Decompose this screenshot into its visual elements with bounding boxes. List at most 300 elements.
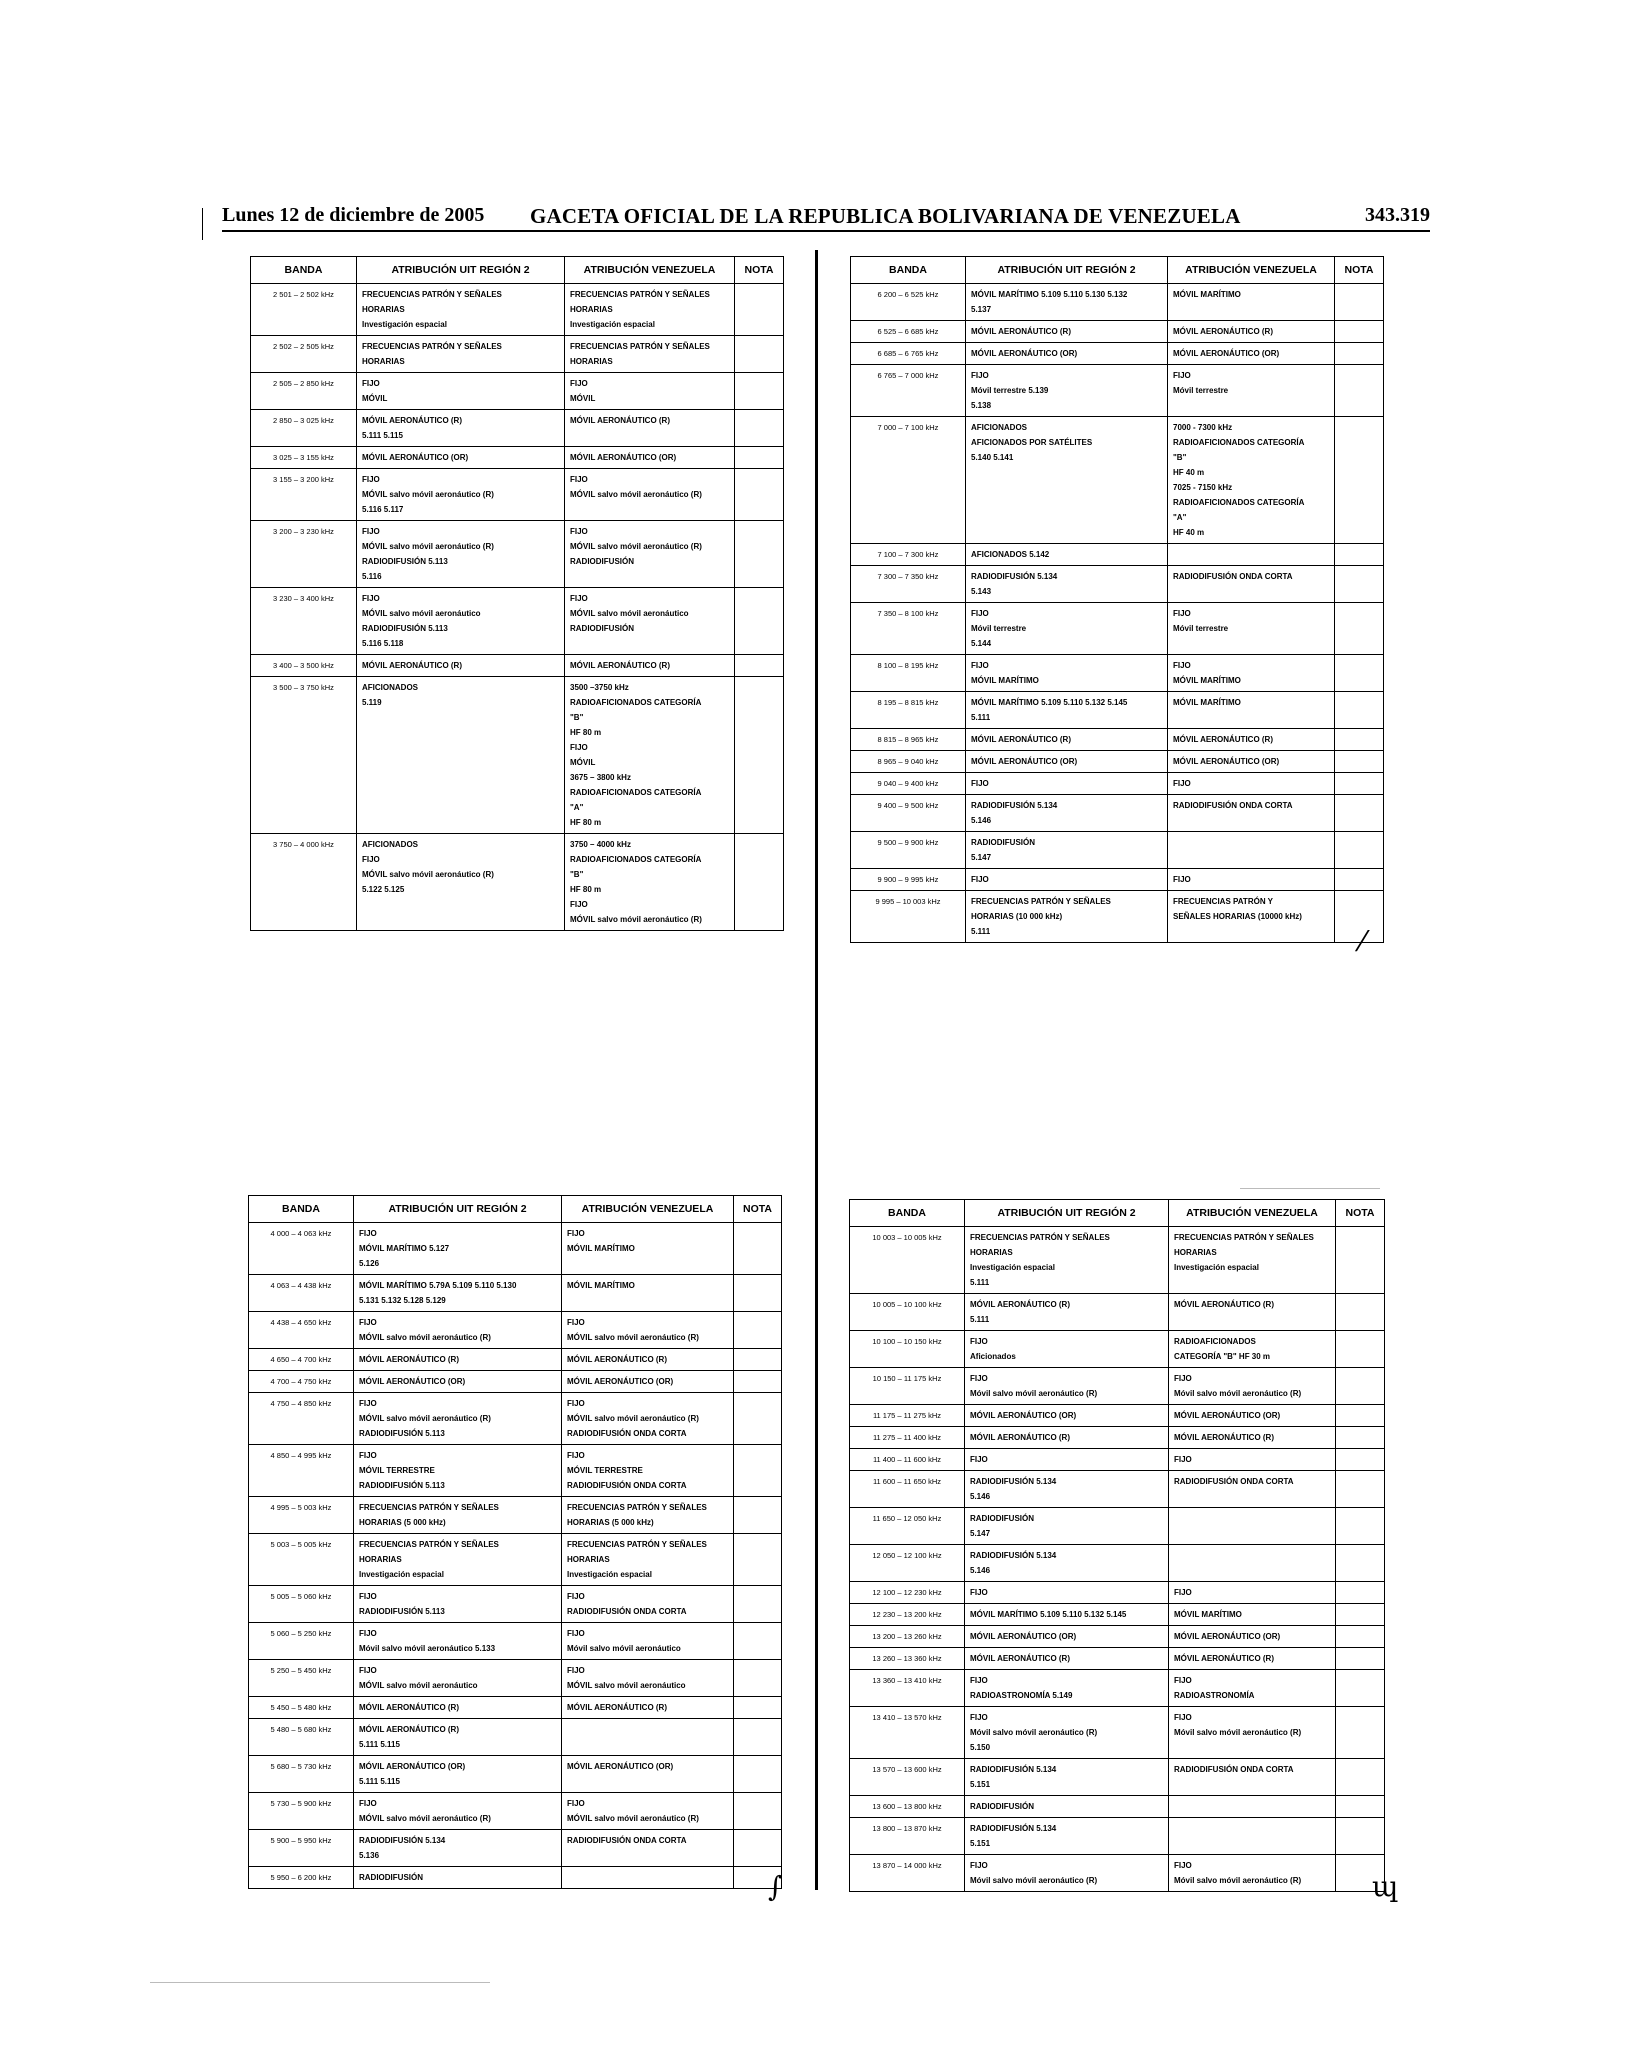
- allocation-line: HORARIAS: [362, 357, 405, 366]
- allocation-line: Aficionados: [970, 1352, 1016, 1361]
- nota-cell: [1335, 869, 1384, 891]
- scan-artifact-line: [1240, 1188, 1380, 1189]
- venezuela-allocation: [562, 1349, 734, 1371]
- itu-allocation: [354, 1756, 562, 1793]
- nota-cell: [735, 284, 784, 336]
- table-row: [851, 832, 1384, 869]
- band-range: 10 003 – 10 005 kHz: [850, 1227, 965, 1294]
- band-range: 10 005 – 10 100 kHz: [850, 1294, 965, 1331]
- nota-cell: [1335, 795, 1384, 832]
- nota-cell: [1336, 1796, 1385, 1818]
- allocation-line: MÓVIL AERONÁUTICO (R): [567, 1355, 667, 1364]
- allocation-line: FIJO: [1174, 1374, 1192, 1383]
- venezuela-allocation: [1168, 832, 1335, 869]
- allocation-line: SEÑALES HORARIAS (10000 kHz): [1173, 912, 1302, 921]
- band-range: 3 750 – 4 000 kHz: [251, 834, 357, 931]
- nota-cell: [1335, 729, 1384, 751]
- venezuela-allocation: [1168, 417, 1335, 544]
- allocation-line: 5.111 5.115: [359, 1777, 400, 1786]
- table-row: [851, 321, 1384, 343]
- venezuela-allocation: [1169, 1331, 1336, 1368]
- allocation-line: MÓVIL salvo móvil aeronáutico (R): [567, 1333, 699, 1342]
- table-row: [249, 1586, 782, 1623]
- allocation-line: AFICIONADOS 5.142: [971, 550, 1050, 559]
- itu-allocation: [966, 832, 1168, 869]
- allocation-line: MÓVIL salvo móvil aeronáutico: [567, 1681, 686, 1690]
- venezuela-allocation: [1169, 1648, 1336, 1670]
- allocation-line: FIJO: [1174, 1861, 1192, 1870]
- venezuela-allocation: [1168, 869, 1335, 891]
- itu-allocation: [357, 677, 565, 834]
- itu-allocation: [354, 1623, 562, 1660]
- itu-allocation: [966, 655, 1168, 692]
- allocation-line: Móvil salvo móvil aeronáutico 5.133: [359, 1644, 496, 1653]
- allocation-line: MÓVIL AERONÁUTICO (R): [570, 661, 670, 670]
- table-row: [850, 1582, 1385, 1604]
- venezuela-allocation: [565, 588, 735, 655]
- nota-cell: [734, 1660, 782, 1697]
- allocation-line: MÓVIL AERONÁUTICO (OR): [970, 1411, 1077, 1420]
- allocation-line: Investigación espacial: [970, 1263, 1055, 1272]
- itu-allocation: [357, 447, 565, 469]
- allocation-line: Móvil salvo móvil aeronáutico (R): [970, 1728, 1098, 1737]
- table-row: [851, 655, 1384, 692]
- allocation-line: HORARIAS (5 000 kHz): [567, 1518, 654, 1527]
- band-range: 4 850 – 4 995 kHz: [249, 1445, 354, 1497]
- band-range: 4 750 – 4 850 kHz: [249, 1393, 354, 1445]
- nota-cell: [734, 1349, 782, 1371]
- allocation-line: AFICIONADOS: [362, 683, 418, 692]
- nota-cell: [1335, 773, 1384, 795]
- nota-cell: [1336, 1670, 1385, 1707]
- allocation-line: MÓVIL MARÍTIMO: [1173, 290, 1241, 299]
- venezuela-allocation: [565, 834, 735, 931]
- itu-allocation: [966, 417, 1168, 544]
- band-range: 2 850 – 3 025 kHz: [251, 410, 357, 447]
- table-row: [249, 1756, 782, 1793]
- allocation-line: 5.116 5.117: [362, 505, 404, 514]
- table-row: [249, 1445, 782, 1497]
- allocation-line: RADIODIFUSIÓN ONDA CORTA: [1174, 1477, 1294, 1486]
- col-header-banda: BANDA: [251, 257, 357, 284]
- venezuela-allocation: [565, 336, 735, 373]
- table-row: [851, 417, 1384, 544]
- venezuela-allocation: [1168, 321, 1335, 343]
- allocation-line: RADIOASTRONOMÍA: [1174, 1691, 1255, 1700]
- band-range: 9 040 – 9 400 kHz: [851, 773, 966, 795]
- allocation-line: [567, 1870, 728, 1885]
- allocation-line: FIJO: [1174, 1588, 1192, 1597]
- table-row: [851, 891, 1384, 943]
- band-range: 6 765 – 7 000 kHz: [851, 365, 966, 417]
- itu-allocation: [354, 1660, 562, 1697]
- allocation-line: FIJO: [567, 1799, 585, 1808]
- allocation-line: RADIODIFUSIÓN: [971, 838, 1035, 847]
- venezuela-allocation: [1169, 1604, 1336, 1626]
- allocation-line: FIJO: [359, 1629, 377, 1638]
- allocation-line: RADIOAFICIONADOS CATEGORÍA: [570, 855, 702, 864]
- table-row: [850, 1227, 1385, 1294]
- nota-cell: [735, 469, 784, 521]
- allocation-line: HORARIAS: [359, 1555, 402, 1564]
- table-row: [850, 1818, 1385, 1855]
- venezuela-allocation: [1169, 1471, 1336, 1508]
- nota-cell: [734, 1697, 782, 1719]
- allocation-line: FIJO: [570, 594, 588, 603]
- table-row: [251, 336, 784, 373]
- allocation-line: MÓVIL salvo móvil aeronáutico: [359, 1681, 478, 1690]
- allocation-line: 5.111: [971, 713, 991, 722]
- allocation-line: HF 80 m: [570, 728, 602, 737]
- allocation-line: MÓVIL MARÍTIMO 5.109 5.110 5.132 5.145: [971, 698, 1128, 707]
- allocation-line: FRECUENCIAS PATRÓN Y SEÑALES: [362, 342, 502, 351]
- band-range: 6 685 – 6 765 kHz: [851, 343, 966, 365]
- allocation-line: RADIODIFUSIÓN ONDA CORTA: [567, 1481, 687, 1490]
- nota-cell: [734, 1223, 782, 1275]
- table-row: [850, 1368, 1385, 1405]
- nota-cell: [1335, 343, 1384, 365]
- allocation-line: FIJO: [570, 900, 588, 909]
- allocation-line: MÓVIL AERONÁUTICO (R): [970, 1654, 1070, 1663]
- allocation-line: MÓVIL: [570, 394, 596, 403]
- venezuela-allocation: [1168, 655, 1335, 692]
- nota-cell: [1335, 832, 1384, 869]
- allocation-line: 5.111 5.115: [359, 1740, 400, 1749]
- venezuela-allocation: [562, 1445, 734, 1497]
- itu-allocation: [354, 1497, 562, 1534]
- allocation-line: FIJO: [359, 1799, 377, 1808]
- table-row: [249, 1371, 782, 1393]
- itu-allocation: [354, 1586, 562, 1623]
- nota-cell: [734, 1623, 782, 1660]
- allocation-line: [1173, 835, 1329, 850]
- nota-cell: [1336, 1508, 1385, 1545]
- allocation-line: HORARIAS: [567, 1555, 610, 1564]
- allocation-line: MÓVIL salvo móvil aeronáutico (R): [570, 915, 702, 924]
- col-header-nota: NOTA: [1335, 257, 1384, 284]
- nota-cell: [1336, 1707, 1385, 1759]
- allocation-line: RADIODIFUSIÓN 5.113: [359, 1481, 445, 1490]
- itu-allocation: [965, 1294, 1169, 1331]
- itu-allocation: [965, 1604, 1169, 1626]
- nota-cell: [735, 588, 784, 655]
- venezuela-allocation: [1168, 729, 1335, 751]
- table-row: [851, 365, 1384, 417]
- allocation-line: RADIODIFUSIÓN: [359, 1873, 423, 1882]
- allocation-line: [567, 1722, 728, 1737]
- itu-allocation: [966, 891, 1168, 943]
- allocation-line: RADIODIFUSIÓN 5.134: [971, 572, 1058, 581]
- allocation-line: Investigación espacial: [1174, 1263, 1259, 1272]
- itu-allocation: [354, 1349, 562, 1371]
- venezuela-allocation: [1169, 1670, 1336, 1707]
- nota-cell: [1336, 1545, 1385, 1582]
- table-row: [850, 1670, 1385, 1707]
- band-range: 9 500 – 9 900 kHz: [851, 832, 966, 869]
- table-row: [251, 284, 784, 336]
- band-range: 13 570 – 13 600 kHz: [850, 1759, 965, 1796]
- allocation-line: 5.111: [970, 1315, 990, 1324]
- table-row: [851, 795, 1384, 832]
- allocation-line: MÓVIL AERONÁUTICO (R): [570, 416, 670, 425]
- col-header-venezuela: ATRIBUCIÓN VENEZUELA: [562, 1196, 734, 1223]
- allocation-line: RADIOASTRONOMÍA 5.149: [970, 1691, 1073, 1700]
- nota-cell: [734, 1756, 782, 1793]
- allocation-line: MÓVIL AERONÁUTICO (R): [971, 735, 1071, 744]
- allocation-line: RADIODIFUSIÓN 5.134: [970, 1765, 1057, 1774]
- venezuela-allocation: [1169, 1405, 1336, 1427]
- venezuela-allocation: [562, 1793, 734, 1830]
- band-range: 5 680 – 5 730 kHz: [249, 1756, 354, 1793]
- nota-cell: [735, 410, 784, 447]
- nota-cell: [1336, 1759, 1385, 1796]
- table-row: [850, 1796, 1385, 1818]
- itu-allocation: [354, 1830, 562, 1867]
- allocation-line: FIJO: [567, 1629, 585, 1638]
- band-range: 13 600 – 13 800 kHz: [850, 1796, 965, 1818]
- allocation-line: MÓVIL MARÍTIMO 5.109 5.110 5.130 5.132: [971, 290, 1128, 299]
- allocation-line: MÓVIL MARÍTIMO: [1174, 1610, 1242, 1619]
- allocation-line: 5.143: [971, 587, 992, 596]
- venezuela-allocation: [565, 469, 735, 521]
- allocation-line: 5.150: [970, 1743, 991, 1752]
- band-range: 11 175 – 11 275 kHz: [850, 1405, 965, 1427]
- allocation-line: FRECUENCIAS PATRÓN Y SEÑALES: [362, 290, 502, 299]
- allocation-line: Móvil terrestre 5.139: [971, 386, 1049, 395]
- allocation-line: 5.146: [971, 816, 992, 825]
- allocation-line: MÓVIL AERONÁUTICO (R): [359, 1725, 459, 1734]
- itu-allocation: [965, 1471, 1169, 1508]
- venezuela-allocation: [565, 373, 735, 410]
- band-range: 4 700 – 4 750 kHz: [249, 1371, 354, 1393]
- allocation-line: RADIOAFICIONADOS CATEGORÍA: [570, 698, 702, 707]
- allocation-line: RADIODIFUSIÓN ONDA CORTA: [567, 1607, 687, 1616]
- allocation-line: FRECUENCIAS PATRÓN Y SEÑALES: [970, 1233, 1110, 1242]
- handwritten-mark: ∫: [768, 1870, 783, 1903]
- band-range: 13 260 – 13 360 kHz: [850, 1648, 965, 1670]
- allocation-line: MÓVIL AERONÁUTICO (R): [1174, 1654, 1274, 1663]
- venezuela-allocation: [562, 1534, 734, 1586]
- allocation-line: [1173, 547, 1329, 562]
- venezuela-allocation: [1168, 603, 1335, 655]
- nota-cell: [735, 373, 784, 410]
- allocation-line: FRECUENCIAS PATRÓN Y SEÑALES: [570, 290, 710, 299]
- venezuela-allocation: [562, 1275, 734, 1312]
- allocation-line: RADIODIFUSIÓN 5.113: [359, 1429, 445, 1438]
- allocation-line: MÓVIL salvo móvil aeronáutico (R): [362, 542, 494, 551]
- table-row: [851, 692, 1384, 729]
- allocation-line: 5.146: [970, 1566, 991, 1575]
- allocation-line: FIJO: [362, 594, 380, 603]
- band-table-top-right: [850, 256, 1383, 943]
- band-range: 4 438 – 4 650 kHz: [249, 1312, 354, 1349]
- col-header-nota: NOTA: [1336, 1200, 1385, 1227]
- allocation-line: HF 80 m: [570, 818, 602, 827]
- allocation-line: FIJO: [970, 1861, 988, 1870]
- allocation-line: HORARIAS: [970, 1248, 1013, 1257]
- band-range: 9 400 – 9 500 kHz: [851, 795, 966, 832]
- table-body: [251, 284, 784, 931]
- allocation-line: 5.151: [970, 1780, 991, 1789]
- allocation-line: MÓVIL AERONÁUTICO (OR): [362, 453, 469, 462]
- allocation-line: HF 40 m: [1173, 528, 1205, 537]
- itu-allocation: [966, 365, 1168, 417]
- allocation-line: FIJO: [570, 379, 588, 388]
- table-row: [251, 447, 784, 469]
- table-row: [850, 1855, 1385, 1892]
- allocation-line: FIJO: [359, 1592, 377, 1601]
- scan-artifact-line: [150, 1982, 490, 1983]
- table-row: [249, 1223, 782, 1275]
- allocation-line: FIJO: [970, 1588, 988, 1597]
- table-row: [850, 1604, 1385, 1626]
- page-edge-mark: [202, 208, 203, 240]
- venezuela-allocation: [562, 1586, 734, 1623]
- allocation-line: 5.122 5.125: [362, 885, 405, 894]
- allocation-line: [1174, 1511, 1330, 1526]
- table-row: [851, 603, 1384, 655]
- allocation-line: FIJO: [971, 779, 989, 788]
- nota-cell: [1336, 1582, 1385, 1604]
- allocation-line: FIJO: [970, 1713, 988, 1722]
- table-body: [249, 1223, 782, 1889]
- band-range: 8 195 – 8 815 kHz: [851, 692, 966, 729]
- nota-cell: [1336, 1648, 1385, 1670]
- allocation-line: 5.144: [971, 639, 992, 648]
- itu-allocation: [357, 588, 565, 655]
- band-range: 12 050 – 12 100 kHz: [850, 1545, 965, 1582]
- col-header-nota: NOTA: [734, 1196, 782, 1223]
- allocation-line: FIJO: [570, 527, 588, 536]
- venezuela-allocation: [1169, 1227, 1336, 1294]
- col-header-uit: ATRIBUCIÓN UIT REGIÓN 2: [965, 1200, 1169, 1227]
- itu-allocation: [966, 321, 1168, 343]
- table-body: [851, 284, 1384, 943]
- allocation-line: RADIODIFUSIÓN 5.113: [359, 1607, 445, 1616]
- table-row: [251, 373, 784, 410]
- nota-cell: [1336, 1818, 1385, 1855]
- allocation-line: HORARIAS (5 000 kHz): [359, 1518, 446, 1527]
- allocation-line: MÓVIL salvo móvil aeronáutico (R): [359, 1414, 491, 1423]
- handwritten-initials: ɰ: [1372, 1870, 1399, 1903]
- itu-allocation: [965, 1582, 1169, 1604]
- table-row: [851, 773, 1384, 795]
- allocation-line: FIJO: [359, 1318, 377, 1327]
- table-row: [850, 1294, 1385, 1331]
- allocation-line: MÓVIL AERONÁUTICO (OR): [359, 1377, 466, 1386]
- itu-allocation: [965, 1331, 1169, 1368]
- allocation-line: FIJO: [971, 609, 989, 618]
- band-range: 5 005 – 5 060 kHz: [249, 1586, 354, 1623]
- nota-cell: [1336, 1331, 1385, 1368]
- header-date: Lunes 12 de diciembre de 2005: [222, 204, 485, 226]
- nota-cell: [1336, 1604, 1385, 1626]
- nota-cell: [734, 1312, 782, 1349]
- allocation-line: FRECUENCIAS PATRÓN Y SEÑALES: [359, 1540, 499, 1549]
- handwritten-mark: ⁄: [1360, 925, 1365, 958]
- nota-cell: [1335, 544, 1384, 566]
- allocation-line: 5.140 5.141: [971, 453, 1014, 462]
- band-range: 9 995 – 10 003 kHz: [851, 891, 966, 943]
- col-header-venezuela: ATRIBUCIÓN VENEZUELA: [565, 257, 735, 284]
- band-range: 13 870 – 14 000 kHz: [850, 1855, 965, 1892]
- allocation-line: RADIOAFICIONADOS CATEGORÍA: [1173, 498, 1305, 507]
- nota-cell: [1335, 603, 1384, 655]
- band-range: 12 230 – 13 200 kHz: [850, 1604, 965, 1626]
- allocation-line: MÓVIL MARÍTIMO: [567, 1244, 635, 1253]
- venezuela-allocation: [562, 1719, 734, 1756]
- venezuela-allocation: [1169, 1707, 1336, 1759]
- table-row: [251, 834, 784, 931]
- venezuela-allocation: [565, 284, 735, 336]
- allocation-line: Móvil salvo móvil aeronáutico (R): [1174, 1876, 1302, 1885]
- allocation-line: FIJO: [570, 743, 588, 752]
- allocation-line: FRECUENCIAS PATRÓN Y: [1173, 897, 1274, 906]
- allocation-line: MÓVIL AERONÁUTICO (R): [362, 416, 462, 425]
- allocation-line: MÓVIL AERONÁUTICO (OR): [359, 1762, 466, 1771]
- allocation-line: AFICIONADOS POR SATÉLITES: [971, 438, 1093, 447]
- itu-allocation: [354, 1697, 562, 1719]
- itu-allocation: [965, 1227, 1169, 1294]
- venezuela-allocation: [1169, 1582, 1336, 1604]
- table-row: [249, 1275, 782, 1312]
- allocation-line: RADIODIFUSIÓN ONDA CORTA: [1173, 572, 1293, 581]
- band-range: 8 965 – 9 040 kHz: [851, 751, 966, 773]
- allocation-line: MÓVIL salvo móvil aeronáutico (R): [362, 870, 494, 879]
- allocation-line: 5.111 5.115: [362, 431, 403, 440]
- band-range: 11 275 – 11 400 kHz: [850, 1427, 965, 1449]
- allocation-line: FIJO: [971, 371, 989, 380]
- allocation-line: RADIODIFUSIÓN 5.113: [362, 557, 448, 566]
- table-row: [249, 1534, 782, 1586]
- allocation-line: RADIODIFUSIÓN 5.113: [362, 624, 448, 633]
- band-range: 5 060 – 5 250 kHz: [249, 1623, 354, 1660]
- nota-cell: [1335, 891, 1384, 943]
- allocation-line: FIJO: [359, 1229, 377, 1238]
- allocation-line: MÓVIL MARÍTIMO: [1173, 676, 1241, 685]
- col-header-nota: NOTA: [735, 257, 784, 284]
- venezuela-allocation: [1169, 1855, 1336, 1892]
- table-row: [850, 1707, 1385, 1759]
- venezuela-allocation: [562, 1393, 734, 1445]
- band-range: 4 000 – 4 063 kHz: [249, 1223, 354, 1275]
- col-header-uit: ATRIBUCIÓN UIT REGIÓN 2: [354, 1196, 562, 1223]
- itu-allocation: [354, 1223, 562, 1275]
- allocation-line: 5.111: [971, 927, 991, 936]
- venezuela-allocation: [562, 1756, 734, 1793]
- nota-cell: [1335, 284, 1384, 321]
- allocation-line: MÓVIL MARÍTIMO: [567, 1281, 635, 1290]
- table-row: [850, 1759, 1385, 1796]
- table-row: [851, 729, 1384, 751]
- venezuela-allocation: [1168, 343, 1335, 365]
- itu-allocation: [357, 834, 565, 931]
- allocation-line: RADIODIFUSIÓN ONDA CORTA: [567, 1836, 687, 1845]
- nota-cell: [734, 1371, 782, 1393]
- allocation-line: CATEGORÍA "B" HF 30 m: [1174, 1352, 1271, 1361]
- nota-cell: [1335, 417, 1384, 544]
- allocation-line: FIJO: [362, 379, 380, 388]
- allocation-line: MÓVIL AERONÁUTICO (OR): [1174, 1411, 1281, 1420]
- nota-cell: [1336, 1227, 1385, 1294]
- itu-allocation: [354, 1534, 562, 1586]
- band-range: 5 950 – 6 200 kHz: [249, 1867, 354, 1889]
- itu-allocation: [354, 1275, 562, 1312]
- allocation-line: RADIODIFUSIÓN 5.134: [970, 1551, 1057, 1560]
- itu-allocation: [965, 1648, 1169, 1670]
- band-range: 6 200 – 6 525 kHz: [851, 284, 966, 321]
- allocation-line: MÓVIL: [570, 758, 596, 767]
